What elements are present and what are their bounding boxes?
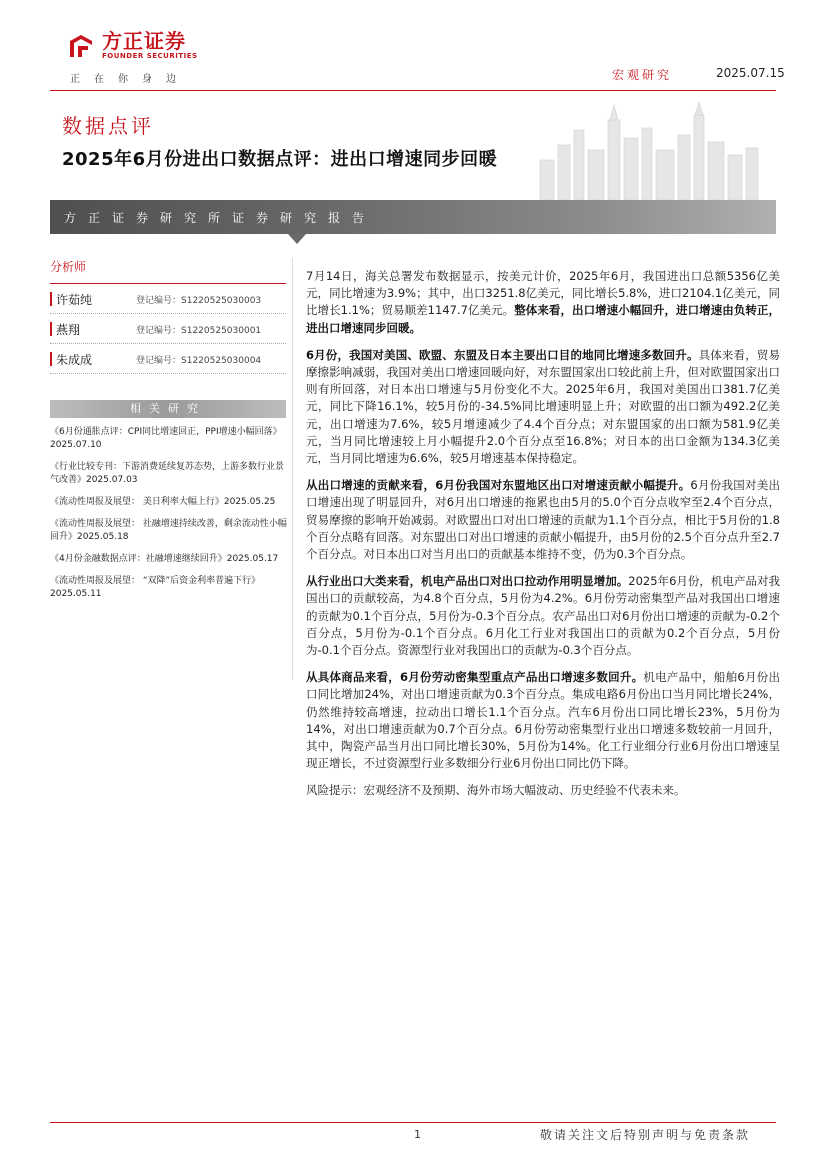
column-divider [292,258,293,680]
paragraph-commodities [306,669,780,772]
logo-chinese-name: 方正证券 [102,29,186,53]
industry-text: 2025年6月份，机电产品对我国出口的贡献较高，为4.8个百分点，5月份为4.2%。6月份劳动密集型产品对我国出口增速的贡献为0.1个百分点，5月份为-0.3个百分点。农产品出口对6月份出口增速的贡献为-0.2个百分点，5月份为-0.1个百分点。6月化工行业对我国出口的贡献为0.2个百分点，5月份为-0.1个百分点。资源型行业对我国出口的贡献为-0.3个百分点。 [306,574,780,658]
contribution-text: 6月份我国对美出口增速出现了明显回升，对6月出口增速的拖累也由5月的5.0个百分点收窄至2.4个百分点，贸易摩擦的影响开始减弱。对欧盟出口对出口增速的贡献为1.1个百分点，相比于5月份的1.8个百分点略有回落。对东盟出口对出口增速的贡献小幅提升，由5月份的2.5个百分点升至2.7个百分点。对日本出口对当月出口的贡献基本维持不变，仍为0.3个百分点。 [306,478,780,562]
analyst-marker [50,322,52,336]
related-research-link[interactable]: 《6月份通胀点评：CPI同比增速回正，PPI增速小幅回落》2025.07.10 [50,427,282,450]
sidebar [50,258,290,599]
analyst-name: 朱成成 [56,353,93,367]
founder-logo [66,30,198,61]
analyst-reg-number: 登记编号：S1220525030003 [136,296,262,306]
page-number: 1 [414,1128,421,1141]
logo-english-name: FOUNDER SECURITIES [102,52,198,60]
report-date: 2025.07.15 [716,66,785,80]
analyst-reg-number: 登记编号：S1220525030001 [136,326,262,336]
analyst-name: 燕翔 [56,323,81,337]
destinations-lead: 6月份，我国对美国、欧盟、东盟及日本主要出口目的地同比增速多数回升。 [306,347,699,362]
banner-text: 方正证券研究所证券研究报告 [64,211,377,225]
destinations-text: 具体来看，贸易摩擦影响减弱，我国对美出口增速回暖向好，对东盟国家出口较此前上升，但对欧盟国家出口则有所回落，对日本出口增速与5月份变化不大。2025年6月，我国对美国出口381.7亿美元，同比下降16.1%，较5月份的-34.5%同比增速明显上升；对欧盟的出口额为492.2亿美元，出口增速为7.6%，较5月增速减少了4.4个百分点；对东盟国家的出口额为581.9亿美元，当月同比增速较上月小幅提升2.0个百分点至16.8%；对日本的出口金额为134.3亿美元，当月同比增速为6.6%，较5月增速基本保持稳定。 [306,347,781,466]
institute-banner [50,200,776,234]
commodities-text: 机电产品中，船舶6月份出口同比增加24%，对出口增速贡献为0.3个百分点。集成电路6月份出口当月同比增长24%，仍然维持较高增速，拉动出口增长1.1个百分点。汽车6月份出口同比增长23%，5月份为14%，对出口增速贡献为0.7个百分点。6月份劳动密集型行业出口增速多数较前一月回升，其中，陶瓷产品当月出口同比增长30%，5月份为14%。化工行业细分行业6月份出口增速呈现正增长，不过资源型行业多数细分行业6月份出口同比仍下降。 [306,670,780,771]
report-category: 宏观研究 [612,68,673,82]
report-body [306,268,780,810]
disclaimer-link[interactable]: 敬请关注文后特别声明与免责条款 [540,1128,751,1142]
analyst-row [50,284,286,314]
header-divider [50,90,776,91]
summary-conclusion: 整体来看，出口增速小幅回升，进口增速由负转正，进出口增速同步回暖。 [306,303,780,335]
contribution-lead: 从出口增速的贡献来看，6月份我国对东盟地区出口对增速贡献小幅提升。 [306,478,691,493]
footer-divider [50,1122,776,1123]
related-research-link[interactable]: 《流动性周报及展望： 社融增速持续改善，剩余流动性小幅回升》2025.05.18 [50,519,287,542]
slogan: 正在你身边 [70,74,190,85]
paragraph-contribution [306,477,780,563]
related-research-link[interactable]: 《行业比较专刊：下游消费延续复苏态势，上游多数行业景气改善》2025.07.03 [50,462,285,485]
related-research-link[interactable]: 《流动性周报及展望： 美日利率大幅上行》2025.05.25 [50,497,276,507]
analyst-reg-number: 登记编号：S1220525030004 [136,356,262,366]
related-research-link[interactable]: 《4月份金融数据点评：社融增速继续回升》2025.05.17 [50,554,279,564]
risk-warning: 风险提示：宏观经济不及预期、海外市场大幅波动、历史经验不代表未来。 [306,783,686,798]
analyst-row [50,344,286,374]
related-research-heading: 相关研究 [50,400,286,418]
paragraph-destinations [306,347,780,467]
section-tag: 数据点评 [62,114,154,138]
page-header [0,0,826,100]
analyst-marker [50,352,52,366]
analyst-heading: 分析师 [50,258,286,284]
related-research-link[interactable]: 《流动性周报及展望： “双降”后资金利率普遍下行》2025.05.11 [50,576,261,599]
commodities-lead: 从具体商品来看，6月份劳动密集型重点产品出口增速多数回升。 [306,670,644,685]
report-title: 2025年6月份进出口数据点评：进出口增速同步回暖 [62,149,498,170]
founder-logo-icon [66,31,96,61]
paragraph-summary [306,268,780,337]
analyst-name: 许茹纯 [56,293,93,307]
banner-notch [288,234,306,244]
analyst-row [50,314,286,344]
paragraph-industry [306,573,780,659]
city-skyline-illustration [520,100,776,200]
summary-text: 7月14日，海关总署发布数据显示，按美元计价，2025年6月，我国进出口总额5356亿美元，同比增速为3.9%；其中，出口3251.8亿美元，同比增长5.8%，进口2104.1亿美元，同比增长1.1%；贸易顺差1147.7亿美元。 [306,269,780,318]
analyst-marker [50,292,52,306]
industry-lead: 从行业出口大类来看，机电产品出口对出口拉动作用明显增加。 [306,574,629,589]
related-research-list [50,426,288,610]
